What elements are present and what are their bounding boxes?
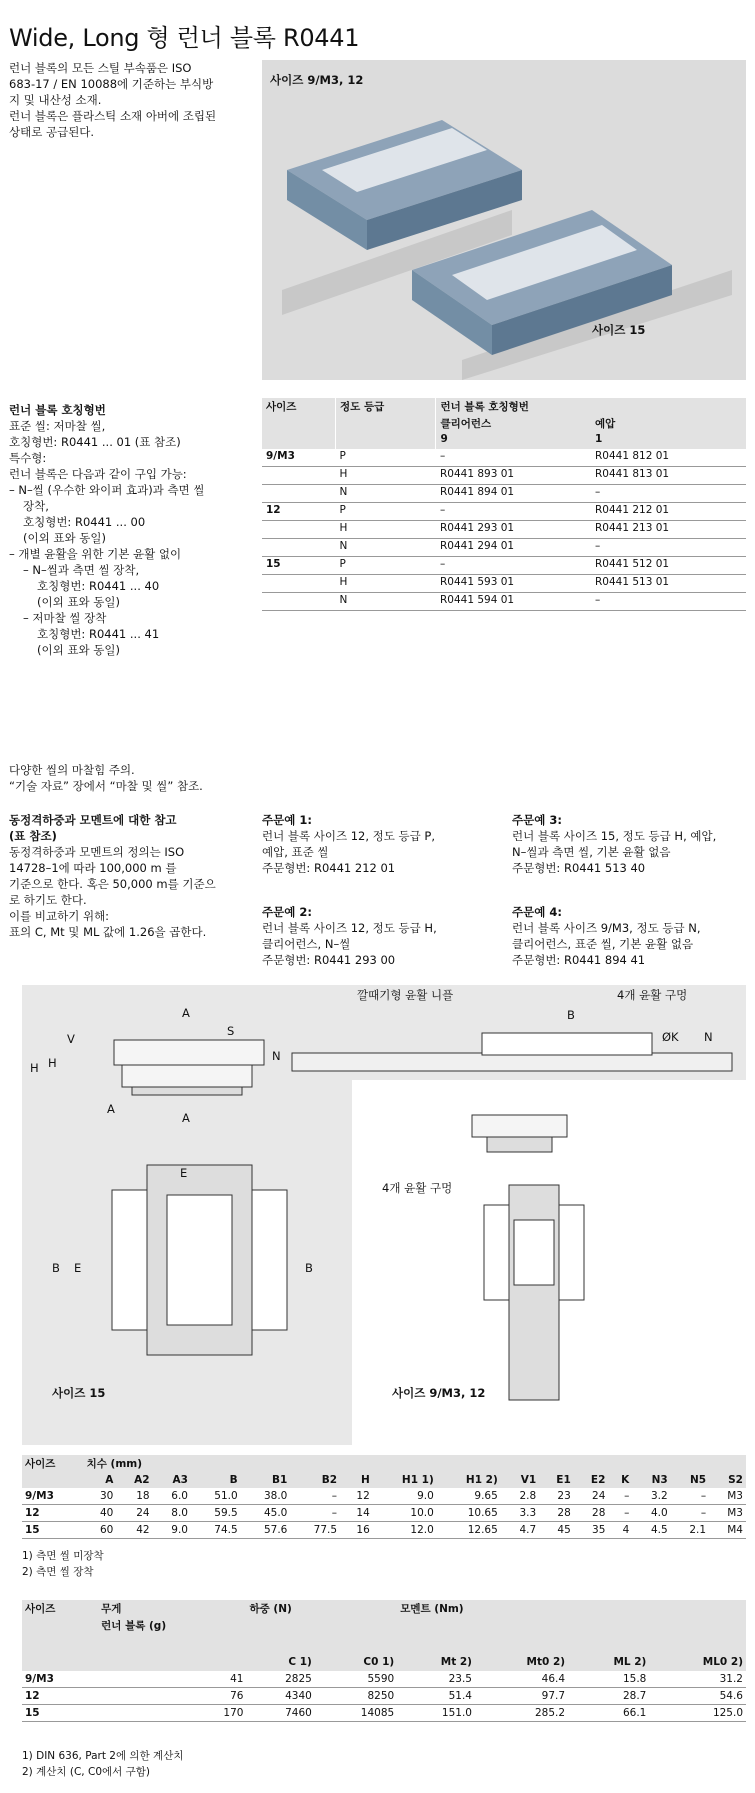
col-header: H <box>340 1472 373 1488</box>
col-header: 하중 (N) <box>246 1600 397 1617</box>
load-note-line: 이를 비교하기 위해: <box>9 909 110 923</box>
table-cell: 10.65 <box>437 1505 501 1522</box>
nipple-label: 깔때기형 윤활 니플 <box>357 988 454 1002</box>
note-line: 다양한 씰의 마찰힘 주의. <box>9 763 135 777</box>
ordering-info <box>9 402 254 658</box>
table-cell: 170 <box>98 1705 246 1722</box>
col-header: 사이즈 <box>266 401 297 413</box>
table-cell <box>262 485 336 503</box>
load-note-line: 로 하기도 한다. <box>9 893 87 907</box>
dim-label: B <box>52 1261 60 1275</box>
table-cell: 9/M3 <box>22 1488 84 1505</box>
table-cell: N <box>336 485 436 503</box>
table-cell: 15.8 <box>568 1671 649 1688</box>
col-header: C 1) <box>246 1655 314 1671</box>
table-cell <box>262 539 336 557</box>
dim-label: H <box>48 1056 57 1070</box>
intro-line: 683-17 / EN 10088에 기준하는 부식방 <box>9 77 214 91</box>
table-cell: R0441 293 01 <box>436 521 591 539</box>
load-note-line: 기준으로 한다. 혹은 50,000 m를 기준으 <box>9 877 216 891</box>
table-cell: 38.0 <box>241 1488 291 1505</box>
photo-label-top: 사이즈 9/M3, 12 <box>270 73 364 87</box>
table-cell: 8.0 <box>153 1505 191 1522</box>
table-row <box>262 485 746 503</box>
table-cell: 54.6 <box>649 1688 746 1705</box>
table-cell: 45 <box>539 1522 574 1539</box>
load-footnotes: 1) DIN 636, Part 2에 의한 계산치 2) 계산치 (C, C0에서 구함) <box>22 1750 184 1778</box>
col-header: N5 <box>671 1472 709 1488</box>
table-cell: 9/M3 <box>262 449 336 467</box>
table-cell: 285.2 <box>475 1705 568 1722</box>
intro-line: 런너 블록은 플라스틱 소재 아버에 조립된 <box>9 109 217 123</box>
dim-label: S <box>227 1024 235 1038</box>
table-cell: 9.0 <box>373 1488 437 1505</box>
table-cell <box>262 521 336 539</box>
table-cell: 77.5 <box>290 1522 340 1539</box>
ordering-line: 호칭형번: R0441 ... 40 <box>37 579 160 593</box>
col-header: 1 <box>594 433 603 445</box>
table-cell: – <box>671 1488 709 1505</box>
table-row <box>262 593 746 611</box>
table-cell: – <box>591 593 746 611</box>
col-header: Mt 2) <box>397 1655 475 1671</box>
table-cell: R0441 812 01 <box>591 449 746 467</box>
intro-text <box>9 60 254 140</box>
col-header: B2 <box>290 1472 340 1488</box>
dim-label: N <box>704 1030 713 1044</box>
table-cell: 2.8 <box>501 1488 539 1505</box>
load-note-line: 14728–1에 따라 100,000 m 를 <box>9 861 177 875</box>
table-cell: – <box>591 539 746 557</box>
ordering-line: 특수형: <box>9 451 47 465</box>
table-cell: 57.6 <box>241 1522 291 1539</box>
load-note-line: 표의 C, Mt 및 ML 값에 1.26을 곱한다. <box>9 925 207 939</box>
col-header: 치수 (mm) <box>84 1455 746 1472</box>
table-cell: P <box>336 557 436 575</box>
col-header: H1 2) <box>437 1472 501 1488</box>
table-cell: 40 <box>84 1505 117 1522</box>
load-note-line: 동정격하중과 모멘트의 정의는 ISO <box>9 845 185 859</box>
table-row <box>262 539 746 557</box>
ordering-line: – N–씰 (우수한 와이퍼 효과)과 측면 씰 <box>9 483 205 497</box>
table-cell: 15 <box>262 557 336 575</box>
table-cell: R0441 813 01 <box>591 467 746 485</box>
order-example-2: 주문예 2: 런너 블록 사이즈 12, 정도 등급 H, 클리어런스, N–씰 주문형번: R0441 293 00 <box>262 905 437 967</box>
table-cell: 9/M3 <box>22 1671 98 1688</box>
holes-label: 4개 윤활 구멍 <box>382 1181 453 1195</box>
table-cell: 12.65 <box>437 1522 501 1539</box>
load-note <box>9 812 249 940</box>
col-header: S2 <box>709 1472 746 1488</box>
table-cell: 151.0 <box>397 1705 475 1722</box>
ordering-line: – 개별 윤활을 위한 기본 윤활 없이 <box>9 547 182 561</box>
table-cell: 4340 <box>246 1688 314 1705</box>
table-row <box>22 1522 746 1539</box>
ordering-line: 호칭형번: R0441 ... 00 <box>23 515 146 529</box>
col-header: 모멘트 (Nm) <box>397 1600 746 1617</box>
table-cell: 28 <box>539 1505 574 1522</box>
drawing-size9-label: 사이즈 9/M3, 12 <box>392 1386 486 1400</box>
col-header: Mt0 2) <box>475 1655 568 1671</box>
ordering-line: (이외 표와 동일) <box>37 643 120 657</box>
part-number-table <box>262 398 746 611</box>
holes-label: 4개 윤활 구멍 <box>617 988 688 1002</box>
technical-drawing <box>22 985 746 1445</box>
ordering-line: (이외 표와 동일) <box>37 595 120 609</box>
table-cell: 59.5 <box>191 1505 241 1522</box>
table-cell: 3.3 <box>501 1505 539 1522</box>
table-cell: 28 <box>574 1505 609 1522</box>
table-cell: 31.2 <box>649 1671 746 1688</box>
table-row <box>22 1505 746 1522</box>
table-cell: H <box>336 521 436 539</box>
table-cell: N <box>336 593 436 611</box>
table-cell: 42 <box>116 1522 152 1539</box>
intro-line: 지 및 내산성 소재. <box>9 93 102 107</box>
table-cell: 4 <box>608 1522 632 1539</box>
dim-label: A <box>107 1102 115 1116</box>
table-cell: 23.5 <box>397 1671 475 1688</box>
table-cell: 12.0 <box>373 1522 437 1539</box>
table-cell: 4.7 <box>501 1522 539 1539</box>
table-cell: 51.0 <box>191 1488 241 1505</box>
table-cell: – <box>671 1505 709 1522</box>
table-row <box>22 1488 746 1505</box>
table-cell: – <box>608 1505 632 1522</box>
table-cell: – <box>436 449 591 467</box>
table-cell: R0441 513 01 <box>591 575 746 593</box>
ordering-line: – N–씰과 측면 씰 장착, <box>23 563 140 577</box>
col-header: 무게 <box>98 1600 246 1617</box>
table-row <box>262 503 746 521</box>
dim-label: E <box>180 1166 188 1180</box>
photo-label-bottom: 사이즈 15 <box>592 323 646 337</box>
ordering-heading: 런너 블록 호칭형번 <box>9 403 106 417</box>
table-row <box>262 449 746 467</box>
table-cell: 6.0 <box>153 1488 191 1505</box>
table-cell: R0441 594 01 <box>436 593 591 611</box>
col-header: 런너 블록 (g) <box>98 1617 246 1655</box>
table-cell: P <box>336 503 436 521</box>
table-cell: M4 <box>709 1522 746 1539</box>
dim-footnotes: 1) 측면 씰 미장착 2) 측면 씰 장착 <box>22 1550 104 1578</box>
table-cell: 24 <box>116 1505 152 1522</box>
table-cell: R0441 294 01 <box>436 539 591 557</box>
table-cell <box>262 575 336 593</box>
table-cell: M3 <box>709 1488 746 1505</box>
intro-line: 런너 블록의 모든 스틸 부속품은 ISO <box>9 61 192 75</box>
table-cell: R0441 893 01 <box>436 467 591 485</box>
col-header: 정도 등급 <box>336 398 436 415</box>
friction-note <box>9 762 203 794</box>
table-cell <box>262 467 336 485</box>
dim-label: E <box>74 1261 82 1275</box>
col-header: E2 <box>574 1472 609 1488</box>
table-cell: 125.0 <box>649 1705 746 1722</box>
table-cell: R0441 593 01 <box>436 575 591 593</box>
table-cell: R0441 512 01 <box>591 557 746 575</box>
table-cell: 10.0 <box>373 1505 437 1522</box>
dim-label: ØK <box>662 1030 679 1044</box>
load-table <box>22 1600 746 1722</box>
col-header: C0 1) <box>315 1655 397 1671</box>
table-cell: 12 <box>22 1505 84 1522</box>
table-cell: 35 <box>574 1522 609 1539</box>
col-header: A3 <box>153 1472 191 1488</box>
table-cell: H <box>336 575 436 593</box>
table-cell: 74.5 <box>191 1522 241 1539</box>
table-cell: – <box>290 1488 340 1505</box>
table-cell: 9.0 <box>153 1522 191 1539</box>
table-cell: 9.65 <box>437 1488 501 1505</box>
col-header: ML 2) <box>568 1655 649 1671</box>
table-row <box>262 575 746 593</box>
table-cell: 41 <box>98 1671 246 1688</box>
col-header: A <box>84 1472 117 1488</box>
dim-label: B <box>567 1008 575 1022</box>
col-header: A2 <box>116 1472 152 1488</box>
order-example-1: 주문예 1: 런너 블록 사이즈 12, 정도 등급 P, 예압, 표준 씰 주문형번: R0441 212 01 <box>262 813 436 875</box>
table-cell: 12 <box>340 1488 373 1505</box>
table-cell: 3.2 <box>632 1488 670 1505</box>
drawing-size15-label: 사이즈 15 <box>52 1386 106 1400</box>
product-image <box>262 60 746 380</box>
dim-label: H <box>30 1061 39 1075</box>
table-cell: 45.0 <box>241 1505 291 1522</box>
order-example-3: 주문예 3: 런너 블록 사이즈 15, 정도 등급 H, 예압, N–씰과 측면 씰, 기본 윤활 없음 주문형번: R0441 513 40 <box>512 813 717 875</box>
table-cell: 2.1 <box>671 1522 709 1539</box>
col-header: N3 <box>632 1472 670 1488</box>
table-cell: 51.4 <box>397 1688 475 1705</box>
table-cell: 4.5 <box>632 1522 670 1539</box>
col-header: K <box>608 1472 632 1488</box>
table-row <box>262 557 746 575</box>
table-cell: 18 <box>116 1488 152 1505</box>
runner-block-illustration <box>262 60 746 380</box>
table-cell: R0441 212 01 <box>591 503 746 521</box>
col-header: E1 <box>539 1472 574 1488</box>
table-cell: 28.7 <box>568 1688 649 1705</box>
col-header: 런너 블록 호칭형번 <box>436 398 746 415</box>
table-cell: 2825 <box>246 1671 314 1688</box>
table-cell: 12 <box>22 1688 98 1705</box>
order-example-4: 주문예 4: 런너 블록 사이즈 9/M3, 정도 등급 N, 클리어런스, 표준 씰, 기본 윤활 없음 주문형번: R0441 894 41 <box>512 905 701 967</box>
table-cell: 97.7 <box>475 1688 568 1705</box>
table-cell: – <box>608 1488 632 1505</box>
load-note-heading: (표 참조) <box>9 829 57 843</box>
ordering-line: – 저마찰 씰 장착 <box>23 611 107 625</box>
table-cell: 15 <box>22 1705 98 1722</box>
table-cell: 66.1 <box>568 1705 649 1722</box>
ordering-line: 호칭형번: R0441 ... 41 <box>37 627 160 641</box>
table-row <box>262 521 746 539</box>
table-cell: – <box>436 557 591 575</box>
table-cell: 4.0 <box>632 1505 670 1522</box>
table-cell <box>262 593 336 611</box>
table-cell: H <box>336 467 436 485</box>
table-cell: 14 <box>340 1505 373 1522</box>
ordering-line: 런너 블록은 다음과 같이 구입 가능: <box>9 467 187 481</box>
table-row <box>22 1671 746 1688</box>
dimension-table <box>22 1455 746 1539</box>
table-cell: – <box>436 503 591 521</box>
ordering-line: 호칭형번: R0441 ... 01 (표 참조) <box>9 435 181 449</box>
col-header: H1 1) <box>373 1472 437 1488</box>
drawing-lines <box>22 985 746 1445</box>
load-note-heading: 동정격하중과 모멘트에 대한 참고 <box>9 813 177 827</box>
col-header: 9 <box>436 432 591 449</box>
col-header: B <box>191 1472 241 1488</box>
col-header: V1 <box>501 1472 539 1488</box>
table-cell: 16 <box>340 1522 373 1539</box>
intro-line: 상태로 공급된다. <box>9 125 95 139</box>
table-cell: – <box>290 1505 340 1522</box>
col-header: 사이즈 <box>22 1455 84 1472</box>
col-header: 클리어런스 <box>436 415 591 432</box>
note-line: “기술 자료” 장에서 “마찰 및 씰” 참조. <box>9 779 203 793</box>
dim-label: A <box>182 1111 190 1125</box>
table-cell: 8250 <box>315 1688 397 1705</box>
dim-label: B <box>305 1261 313 1275</box>
table-cell: P <box>336 449 436 467</box>
table-cell: 76 <box>98 1688 246 1705</box>
col-header: B1 <box>241 1472 291 1488</box>
ordering-line: (이외 표와 동일) <box>23 531 106 545</box>
table-cell: M3 <box>709 1505 746 1522</box>
page-title: Wide, Long 형 런너 블록 R0441 <box>9 24 360 52</box>
table-cell: – <box>591 485 746 503</box>
col-header: ML0 2) <box>649 1655 746 1671</box>
table-cell: R0441 894 01 <box>436 485 591 503</box>
dim-label: N <box>272 1049 281 1063</box>
table-cell: 7460 <box>246 1705 314 1722</box>
table-cell: 46.4 <box>475 1671 568 1688</box>
ordering-line: 표준 씰: 저마찰 씰, <box>9 419 106 433</box>
table-cell: 60 <box>84 1522 117 1539</box>
table-row <box>22 1688 746 1705</box>
table-cell: 12 <box>262 503 336 521</box>
table-row <box>262 467 746 485</box>
table-cell: 15 <box>22 1522 84 1539</box>
dim-label: A <box>182 1006 190 1020</box>
table-cell: 14085 <box>315 1705 397 1722</box>
dim-label: V <box>67 1032 75 1046</box>
table-cell: 30 <box>84 1488 117 1505</box>
table-row <box>22 1705 746 1722</box>
ordering-line: 장착, <box>23 499 49 513</box>
col-header: 사이즈 <box>22 1600 98 1617</box>
table-cell: 24 <box>574 1488 609 1505</box>
table-cell: 23 <box>539 1488 574 1505</box>
table-cell: 5590 <box>315 1671 397 1688</box>
col-header: 예압 <box>594 418 616 430</box>
table-cell: R0441 213 01 <box>591 521 746 539</box>
table-cell: N <box>336 539 436 557</box>
